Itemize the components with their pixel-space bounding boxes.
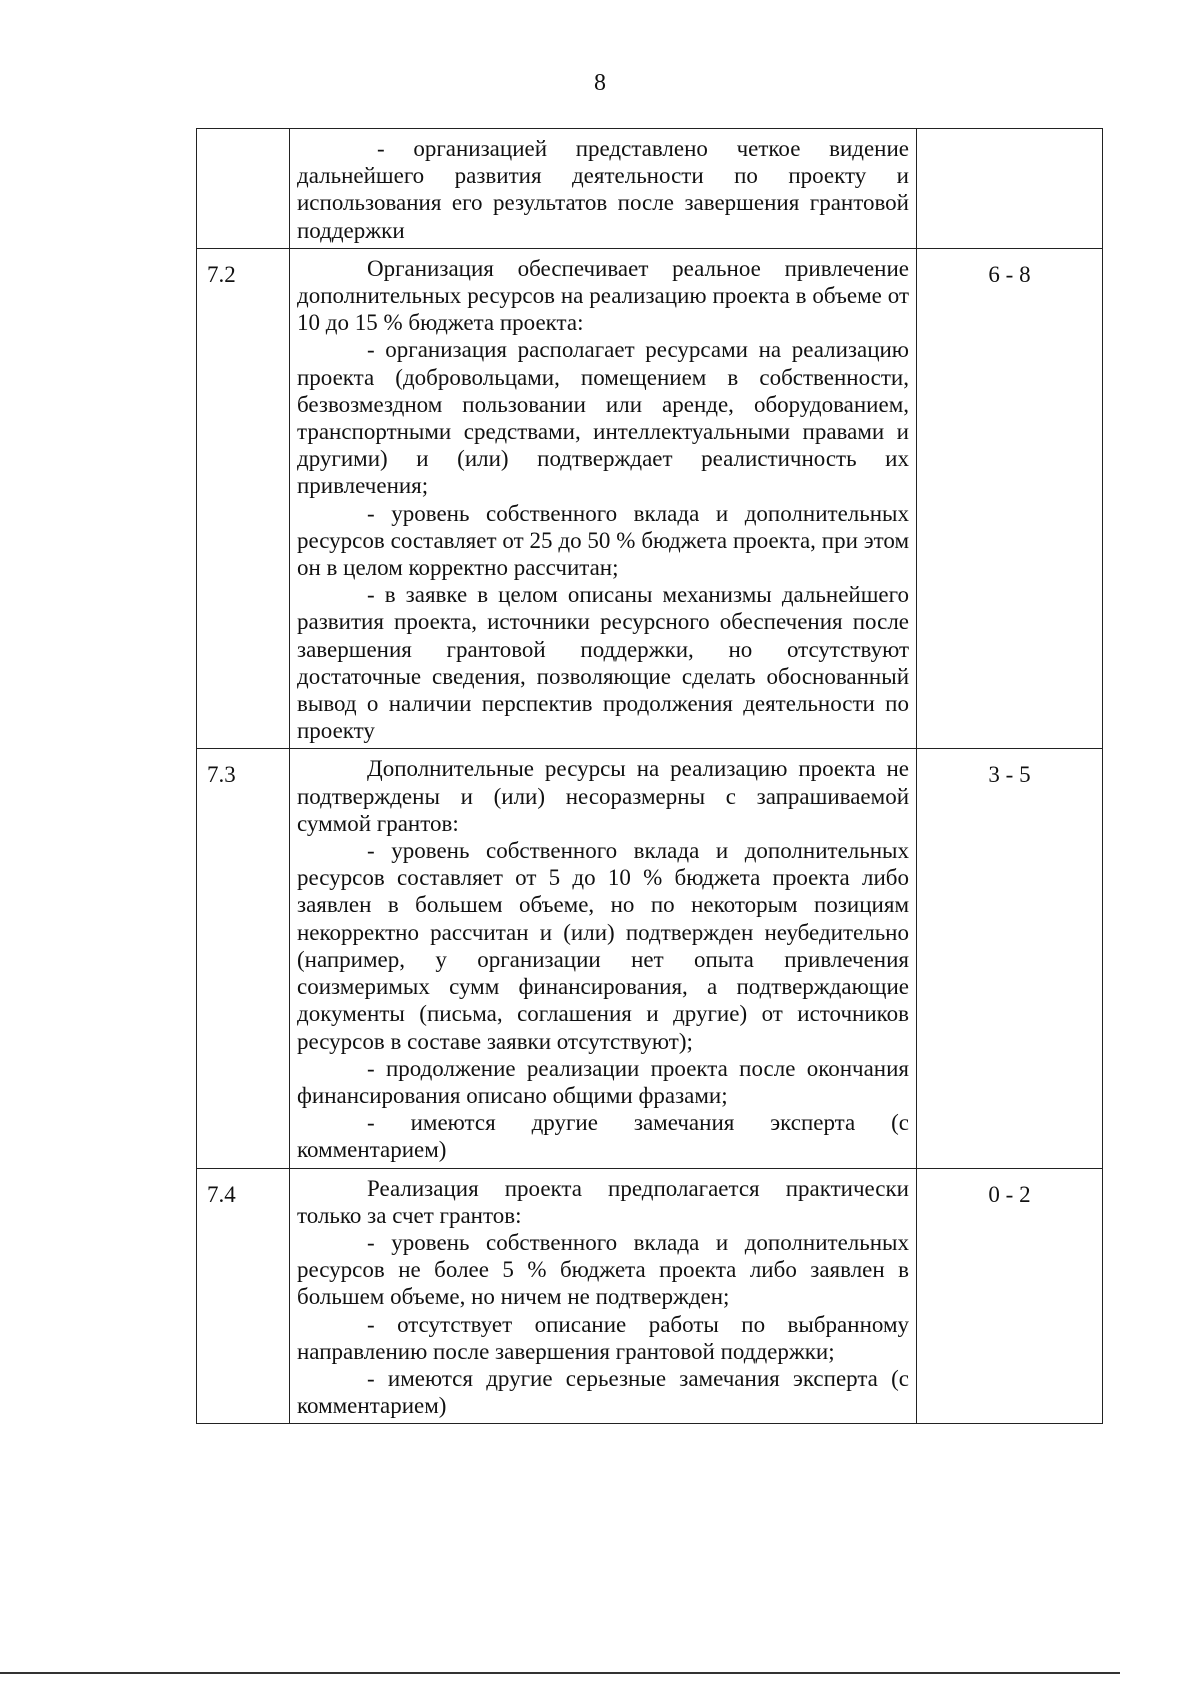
criterion-paragraph: - имеются другие серьезные замечания эксперта (с комментарием) <box>297 1365 909 1419</box>
criterion-number <box>197 129 290 249</box>
criterion-description <box>290 1168 917 1424</box>
table-row <box>197 749 1103 1168</box>
criterion-paragraph: Реализация проекта предполагается практически только за счет грантов: <box>297 1175 909 1228</box>
criterion-paragraph: - уровень собственного вклада и дополнительных ресурсов не более 5 % бюджета проекта либо заявлен в большем объеме, но ничем не подтвержден; <box>297 1229 909 1310</box>
criterion-paragraph: - продолжение реализации проекта после окончания финансирования описано общими фразами; <box>297 1055 909 1108</box>
criterion-paragraph: - организация располагает ресурсами на реализацию проекта (добровольцами, помещением в собственности, безвозмездном пользовании или аренде, оборудованием, транспортными средствами, интеллектуальными правами и другими) и (или) подтверждает реалистичность их привлечения; <box>297 337 909 499</box>
page-number: 8 <box>594 70 606 96</box>
criterion-paragraph: - уровень собственного вклада и дополнительных ресурсов составляет от 25 до 50 % бюджета проекта, при этом он в целом корректно рассчитан; <box>297 500 909 581</box>
criterion-paragraph: - отсутствует описание работы по выбранному направлению после завершения грантовой поддержки; <box>297 1311 909 1364</box>
criterion-paragraph: - организацией представлено четкое видение дальнейшего развития деятельности по проекту и использования его результатов после завершения грантовой поддержки <box>297 136 909 243</box>
criterion-paragraph: Организация обеспечивает реальное привлечение дополнительных ресурсов на реализацию проекта в объеме от 10 до 15 % бюджета проекта: <box>297 255 909 336</box>
criterion-paragraph: - в заявке в целом описаны механизмы дальнейшего развития проекта, источники ресурсного обеспечения после завершения грантовой поддержки, но отсутствуют достаточные сведения, позволяющие сделать обоснованный вывод о наличии перспектив продолжения деятельности по проекту <box>297 582 909 744</box>
criterion-number: 7.4 <box>197 1168 290 1424</box>
criterion-number: 7.2 <box>197 248 290 749</box>
page-bottom-rule <box>0 1672 1120 1674</box>
table-row <box>197 1168 1103 1424</box>
criterion-score: 3 - 5 <box>917 749 1103 1168</box>
criteria-table <box>196 128 1103 1424</box>
criterion-description <box>290 248 917 749</box>
table-row <box>197 248 1103 749</box>
criterion-number: 7.3 <box>197 749 290 1168</box>
table-row <box>197 129 1103 249</box>
criterion-paragraph: - уровень собственного вклада и дополнительных ресурсов составляет от 5 до 10 % бюджета проекта либо заявлен в большем объеме, но по некоторым позициям некорректно рассчитан и (или) подтвержден неубедительно (например, у организации нет опыта привлечения соизмеримых сумм финансирования, а подтверждающие документы (письма, соглашения и другие) от источников ресурсов в составе заявки отсутствуют); <box>297 838 909 1054</box>
criterion-description <box>290 749 917 1168</box>
criterion-score: 0 - 2 <box>917 1168 1103 1424</box>
criterion-description <box>290 129 917 249</box>
criterion-score <box>917 129 1103 249</box>
criterion-score: 6 - 8 <box>917 248 1103 749</box>
criterion-paragraph: Дополнительные ресурсы на реализацию проекта не подтверждены и (или) несоразмерны с запрашиваемой суммой грантов: <box>297 756 909 836</box>
criterion-paragraph: - имеются другие замечания эксперта (с комментарием) <box>297 1110 909 1163</box>
